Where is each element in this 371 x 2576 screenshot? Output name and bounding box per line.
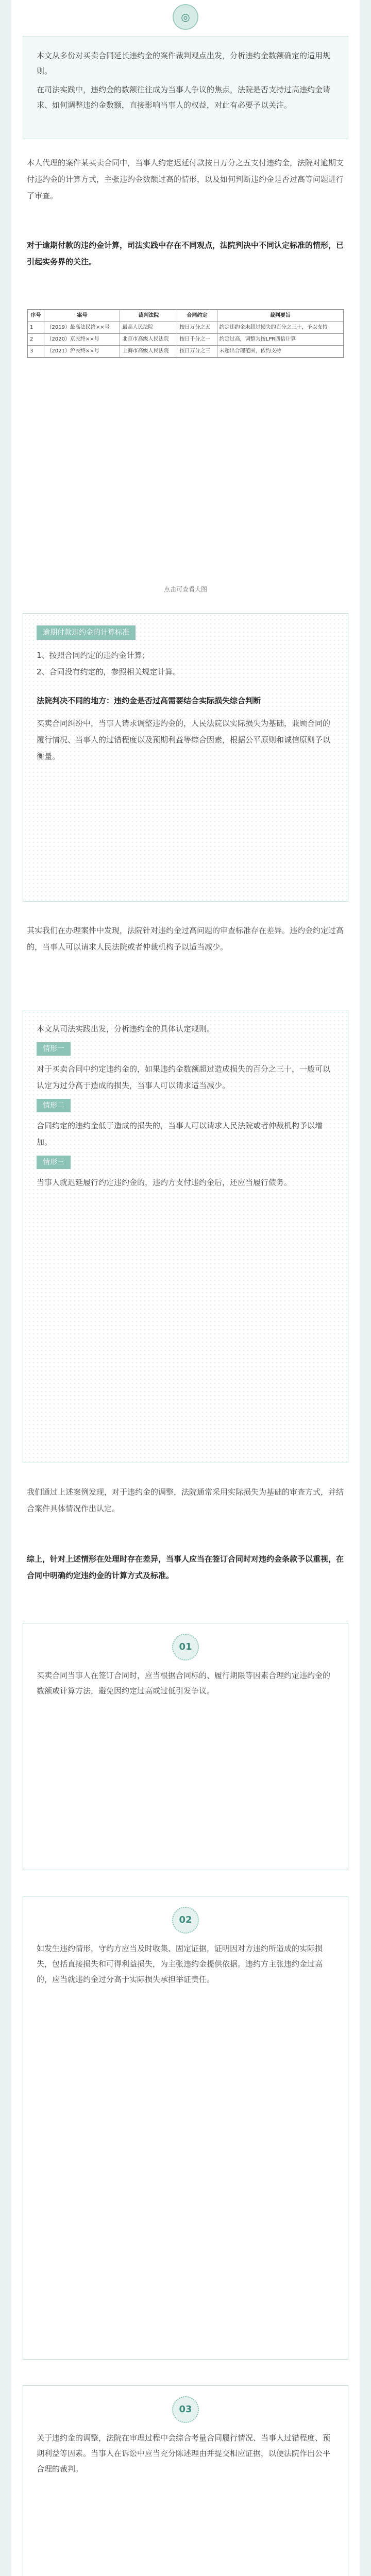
case-text: 当事人就迟延履行约定违约金的，违约方支付违约金后，还应当履行债务。 (37, 1178, 292, 1187)
intro-paragraph: 在司法实践中，违约金的数额往往成为当事人争议的焦点，法院是否支持过高违约金请求、如何调整违约金数额，直接影响当事人的权益，对此有必要予以关注。 (37, 85, 331, 110)
image-caption: 点击可查看大图 (163, 586, 207, 593)
body-paragraph (27, 1484, 344, 1522)
table-cell: 3 (28, 346, 44, 358)
body-paragraph (27, 922, 344, 960)
box-text: 买卖合同纠纷中，当事人请求调整违约金的，人民法院以实际损失为基础，兼顾合同的履行情况、当事人的过错程度以及预期利益等综合因素，根据公平原则和诚信原则予以衡量。 (37, 719, 331, 761)
body-paragraph (27, 237, 344, 275)
case-text: 合同约定的违约金低于造成的损失的，当事人可以请求人民法院或者仲裁机构予以增加。 (37, 1121, 323, 1147)
box-bold-text: 法院判决不同的地方：违约金是否过高需要结合实际损失综合判断 (37, 696, 261, 705)
table-cell: （2020）京民终××号 (44, 334, 120, 346)
table-cell: （2019）最高法民终××号 (44, 322, 120, 334)
body-bold-text: 综上，针对上述情形在处理时存在差异，当事人应当在签订合同时对违约金条款予以重视，在合同中明确约定违约金的计算方式及标准。 (27, 1554, 344, 1580)
point-number-badge: 01 (172, 1634, 199, 1660)
table-row (28, 334, 344, 346)
point-text: 关于违约金的调整，法院在审理过程中会综合考量合同履行情况、当事人过错程度、预期利益等因素。当事人在诉讼中应当充分陈述理由并提交相应证据，以便法院作出公平合理的裁判。 (37, 2433, 331, 2473)
point-number-badge: 03 (172, 2396, 199, 2423)
table-cell: 约定过高，调整为按LPR四倍计算 (217, 334, 343, 346)
cases-box (23, 1010, 348, 1463)
table-row (28, 322, 344, 334)
body-bold-text: 对于逾期付款的违约金计算，司法实践中存在不同观点，法院判决中不同认定标准的情形，已引起实务界的关注。 (27, 241, 344, 266)
table-header: 案号 (44, 310, 120, 322)
case-text: 对于买卖合同中约定违约金的，如果违约金数额超过造成损失的百分之三十，一般可以认定为过分高于造成的损失，当事人可以请求适当减少。 (37, 1064, 331, 1090)
table-cell: 按日万分之三 (177, 346, 217, 358)
table-header: 序号 (28, 310, 44, 322)
intro-box (23, 36, 348, 139)
table-header-row (28, 310, 344, 322)
body-text: 我们通过上述案例发现，对于违约金的调整，法院通常采用实际损失为基础的审查方式，并结合案件具体情况作出认定。 (27, 1487, 344, 1513)
table-cell: 1 (28, 322, 44, 334)
body-paragraph (27, 1551, 344, 1589)
table-cell: 北京市高级人民法院 (120, 334, 177, 346)
case-tag: 情形二 (37, 1099, 71, 1112)
point-text: 如发生违约情形，守约方应当及时收集、固定证据，证明因对方违约所造成的实际损失，包括直接损失和可得利益损失，为主张违约金提供依据。违约方主张违约金过高的，应当就违约金过分高于实际损失承担举证责任。 (37, 1944, 323, 1984)
case-table[interactable] (27, 309, 344, 358)
logo-icon: ◎ (173, 4, 198, 30)
point-box (23, 1623, 348, 1870)
body-text: 本人代理的案件某买卖合同中，当事人约定迟延付款按日万分之五支付违约金，法院对逾期支付违约金的计算方式，主张违约金数额过高的情形，以及如何判断违约金是否过高等问题进行了审查。 (27, 158, 344, 200)
body-text: 其实我们在办理案件中发现，法院针对违约金过高问题的审查标准存在差异。违约金约定过高的，当事人可以请求人民法院或者仲裁机构予以适当减少。 (27, 926, 344, 952)
table-cell: 按日千分之一 (177, 334, 217, 346)
point-text: 买卖合同当事人在签订合同时，应当根据合同标的、履行期限等因素合理约定违约金的数额或计算方法，避免因约定过高或过低引发争议。 (37, 1671, 331, 1696)
table-header: 裁判要旨 (217, 310, 343, 322)
intro-paragraph: 本文从多份对买卖合同延长违约金的案件裁判观点出发，分析违约金数额确定的适用规则。 (37, 51, 331, 76)
section-tag: 逾期付款违约金的计算标准 (37, 625, 136, 640)
table-cell: （2021）沪民终××号 (44, 346, 120, 358)
table-cell: 上海市高级人民法院 (120, 346, 177, 358)
case-tag: 情形三 (37, 1156, 71, 1169)
point-box (23, 1896, 348, 2360)
table-header: 合同约定 (177, 310, 217, 322)
table-row (28, 346, 344, 358)
box-intro-text: 本文从司法实践出发，分析违约金的具体认定规则。 (37, 1024, 215, 1033)
info-box (23, 613, 348, 902)
list-item: 2、合同没有约定的，参照相关规定计算。 (37, 667, 181, 676)
case-tag: 情形一 (37, 1042, 71, 1056)
point-number-badge: 02 (172, 1907, 199, 1934)
table-cell: 按日万分之五 (177, 322, 217, 334)
table-cell: 最高人民法院 (120, 322, 177, 334)
body-paragraph (27, 155, 344, 209)
table-cell: 2 (28, 334, 44, 346)
list-item: 1、按照合同约定的违约金计算； (37, 651, 150, 660)
table-header: 裁判法院 (120, 310, 177, 322)
point-box (23, 2385, 348, 2576)
table-cell: 约定违约金未超过损失的百分之三十，予以支持 (217, 322, 343, 334)
table-cell: 未超出合理范围，依约支持 (217, 346, 343, 358)
